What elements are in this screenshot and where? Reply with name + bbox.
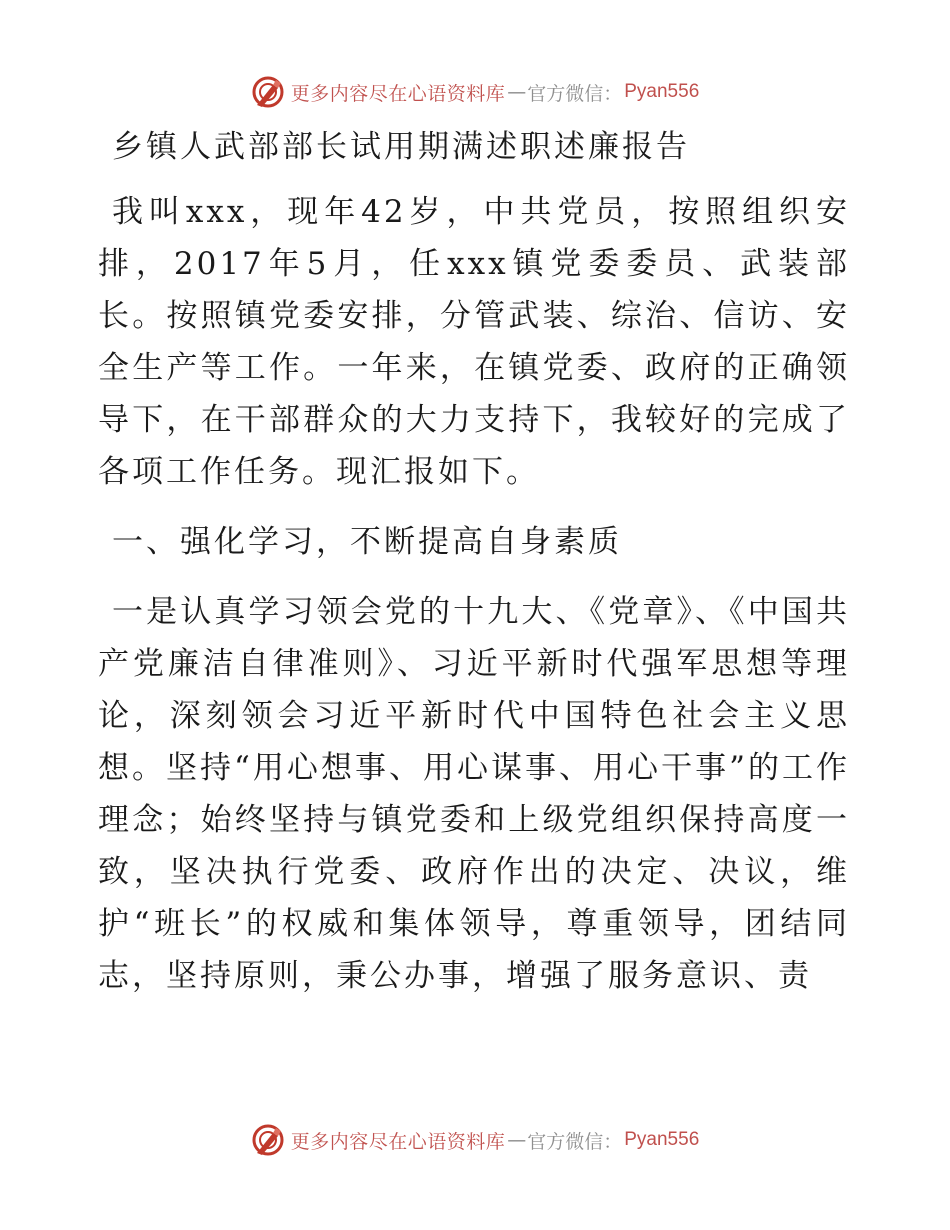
watermark-text: 更多内容尽在心语资料库 [290, 82, 506, 105]
watermark-text: 更多内容尽在心语资料库 [290, 1130, 506, 1153]
section-1-paragraph: 一是认真学习领会党的十九大、《党章》、《中国共产党廉洁自律准则》、习近平新时代强军思想等理论，深刻领会习近平新时代中国特色社会主义思想。坚持“用心想事、用心谋事、用心干事”的工作理念；始终坚持与镇党委和上级党组织保持高度一致，坚决执行党委、政府作出的决定、决议，维护“班长”的权威和集体领导，尊重领导，团结同志，坚持原则，秉公办事，增强了服务意识、责 [98, 594, 850, 994]
watermark-separator: — [507, 1129, 526, 1151]
header-watermark [0, 72, 950, 112]
watermark-separator: — [507, 81, 526, 103]
watermark-wechat-id: Pyan556 [624, 1129, 700, 1150]
section-1-heading: 一、强化学习，不断提高自身素质 [112, 524, 622, 560]
document-title: 乡镇人武部部长试用期满述职述廉报告 [112, 129, 690, 165]
watermark-wechat-id: Pyan556 [624, 81, 700, 102]
pen-logo-icon [251, 1123, 285, 1157]
watermark-wechat-label: 官方微信： [527, 1130, 623, 1153]
document-body [98, 122, 850, 1020]
pen-logo-icon [251, 75, 285, 109]
watermark-wechat-label: 官方微信： [527, 82, 623, 105]
footer-watermark [0, 1120, 950, 1160]
intro-paragraph: 我叫xxx，现年42岁，中共党员，按照组织安排，2017年5月，任xxx镇党委委员、武装部长。按照镇党委安排，分管武装、综治、信访、安全生产等工作。一年来，在镇党委、政府的正确领导下，在干部群众的大力支持下，我较好的完成了各项工作任务。现汇报如下。 [98, 194, 850, 490]
